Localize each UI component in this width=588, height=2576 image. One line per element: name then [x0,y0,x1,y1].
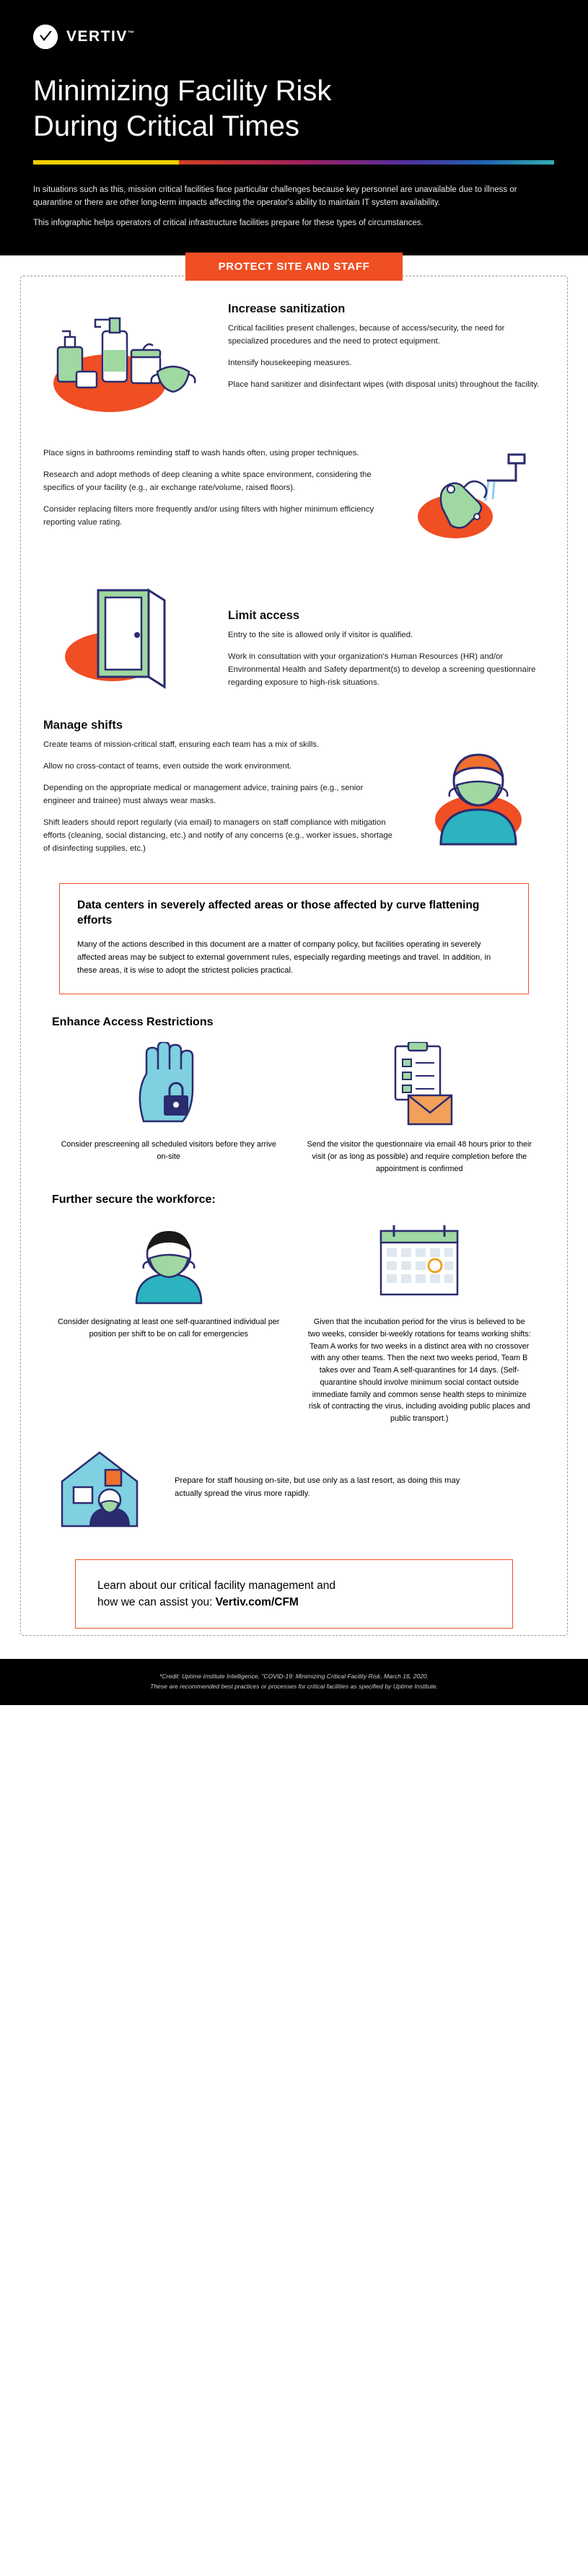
sanitization-heading: Increase sanitization [228,302,346,316]
house-worker-illustration [49,1441,157,1535]
limit-access-illustration [43,582,209,697]
self-quarantine-text: Consider designating at least one self-quarantined individual per position per shift to be on call for emergencies [58,1318,280,1339]
sanitization-paragraph-2: Intensify housekeeping measures. [228,359,352,368]
access-restrictions-heading: Enhance Access Restrictions [52,1016,214,1029]
sanitization-paragraph-1: Critical facilities present challenges, because of access/security, the need for specialized procedures and the need to protect equipment. [228,324,505,346]
handwashing-paragraph-2: Research and adopt methods of deep cleaning a white space environment, considering the specifics of your facility (e.g., air exchange rate/volume, raised floors). [43,470,372,493]
questionnaire-cell [294,1042,545,1175]
manage-shifts-heading: Manage shifts [43,719,123,732]
brand-logo [33,25,555,49]
hand-lock-illustration [115,1042,223,1129]
self-quarantine-cell [43,1219,294,1425]
callout-heading: Data centers in severely affected areas or those affected by curve flattening efforts [77,899,480,927]
intro-paragraph-2: This infographic helps operators of critical infrastructure facilities prepare for these types of circumstances. [33,218,424,227]
manage-shifts-paragraph-4: Shift leaders should report regularly (via email) to managers on staff compliance with mitigation efforts (cleaning, social distancing, etc.) and notify of any concerns (e.g., worker issues, shortage of disinfecting supplies, etc.) [43,818,392,853]
vertiv-checkmark-icon [33,25,58,49]
color-rule-divider [33,160,554,165]
calendar-icon [365,1219,473,1306]
masked-person-illustration [122,1219,216,1306]
access-restrictions-grid [43,1042,545,1175]
limit-access-paragraph-1: Entry to the site is allowed only if visitor is qualified. [228,631,413,640]
handwashing-paragraph-1: Place signs in bathrooms reminding staff to wash hands often, using proper techniques. [43,449,359,458]
page-title: Minimizing Facility Risk During Critical Times [33,75,332,142]
limit-access-heading: Limit access [228,609,300,623]
trademark-symbol: ™ [127,30,134,37]
handwashing-paragraph-3: Consider replacing filters more frequently and/or using filters with higher minimum efficiency reporting value rating. [43,505,374,527]
page-header [0,0,588,255]
limit-access-paragraph-2: Work in consultation with your organization's Human Resources (HR) and/or Environmental Health and Safety department(s) to develop a screening questionnaire regarding exposure to high-risk situations. [228,652,536,687]
brand-name: VERTIV™ [66,28,134,45]
page-footer [0,1659,588,1705]
cta-line-1: Learn about our critical facility management and [97,1579,335,1592]
footer-credit-line-1: *Credit: Uptime Institute Intelligence, "COVID-19: Minimizing Critical Facility Risk, March 16, 2020. [159,1673,429,1681]
cta-line-2-prefix: how we can assist you: [97,1596,216,1609]
section-limit-access [43,582,545,697]
cta-box[interactable] [75,1559,513,1629]
rotation-schedule-text: Given that the incubation period for the virus is believed to be two weeks, consider bi-weekly rotations for teams working shifts: Team A works for two weeks in a distinct area with no crossover with any other teams. Then the next two weeks period, Team B takes over and Team A self-quarantines for 14 days. (Self-quarantine should involve minimum social contact outside immediate family and common sense health steps to minimize risk of contracting the virus, including avoiding public places and public transport.) [307,1318,531,1424]
section-handwashing [43,447,545,556]
manage-shifts-paragraph-2: Allow no cross-contact of teams, even outside the work environment. [43,762,292,771]
sanitization-paragraph-3: Place hand sanitizer and disinfectant wipes (with disposal units) throughout the facility. [228,380,540,389]
severely-affected-callout [59,883,529,994]
staff-housing-text: Prepare for staff housing on-site, but use only as a last resort, as doing this may actually spread the virus more rapidly. [175,1476,460,1498]
footer-credit-line-2: These are recommended best practices or processes for critical facilities as specified by Uptime Institute. [150,1683,438,1691]
cta-link[interactable]: Vertiv.com/CFM [215,1596,299,1609]
sanitization-illustration [43,302,209,429]
callout-body: Many of the actions described in this document are a matter of company policy, but facilities operating in severely affected areas may be subject to external government rules, especially regarding meetings and travel. In addition, in these areas, it is wise to adopt the strictest policies practical. [77,940,491,976]
section-manage-shifts [43,719,545,859]
masked-worker-illustration [415,719,545,859]
prescreening-text: Consider prescreening all scheduled visitors before they arrive on-site [61,1140,276,1161]
section-increase-sanitization [43,302,545,429]
manage-shifts-paragraph-3: Depending on the appropriate medical or management advice, training pairs (e.g., senior engineer and trainee) must always wear masks. [43,784,364,805]
workforce-heading: Further secure the workforce: [52,1193,216,1206]
page-body [0,255,588,1704]
prescreening-cell [43,1042,294,1175]
intro-text [33,183,531,256]
protect-site-banner: PROTECT SITE AND STAFF [185,253,403,281]
handwashing-illustration [408,447,545,556]
clipboard-email-illustration [365,1042,473,1129]
manage-shifts-paragraph-1: Create teams of mission-critical staff, ensuring each team has a mix of skills. [43,740,320,750]
workforce-grid [43,1219,545,1425]
questionnaire-text: Send the visitor the questionnaire via email 48 hours prior to their visit (or as long as possible) and require completion before the appointment is confirmed [307,1140,532,1173]
rotation-schedule-cell [294,1219,545,1425]
section-staff-housing [49,1441,545,1535]
intro-paragraph-1: In situations such as this, mission critical facilities face particular challenges because key personnel are unavailable due to illness or quarantine or there are other long-term impacts affecting the operator's ability to maintain IT system availability. [33,185,517,208]
